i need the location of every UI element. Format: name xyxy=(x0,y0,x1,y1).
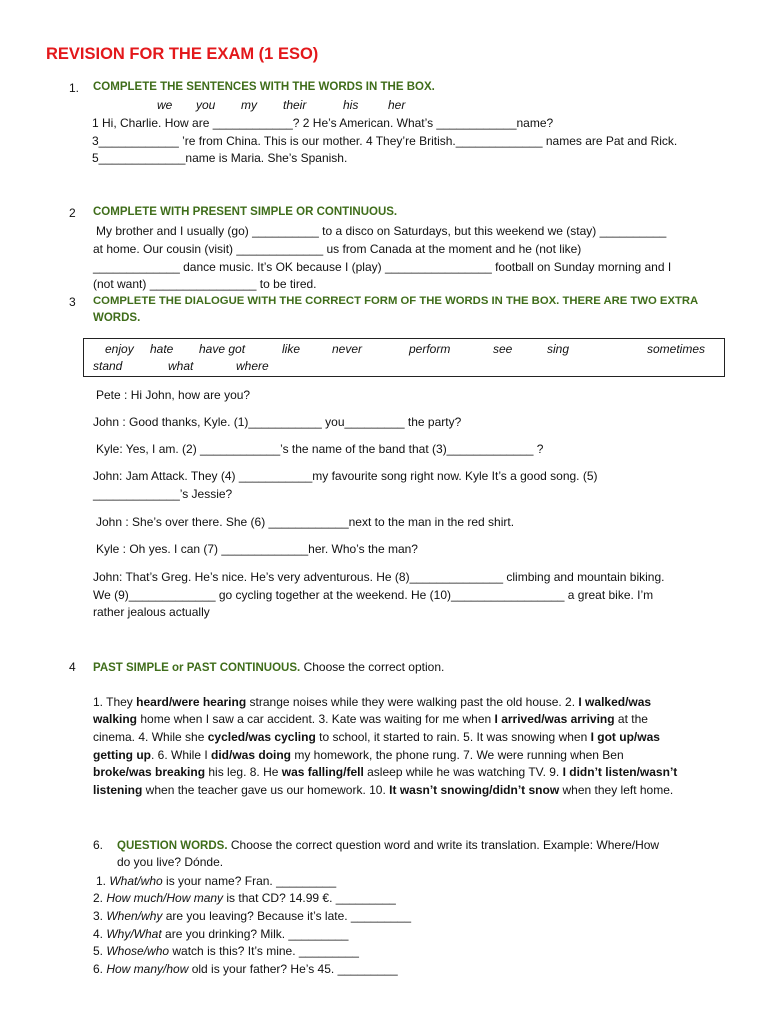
text-segment: . 6. While I xyxy=(150,748,212,762)
text-segment: are you leaving? Because it’s late. _________ xyxy=(162,909,411,923)
section-4-line-5 xyxy=(93,765,677,779)
text-segment: 1. xyxy=(96,874,110,888)
section-1-line-2: 3____________ ’re from China. This is our mother. 4 They’re British._____________ names are Pat and Rick. xyxy=(92,134,678,148)
italic-option: How many/how xyxy=(106,962,189,976)
box-word-never: never xyxy=(332,342,363,356)
text-segment: strange noises while they were walking past the old house. 2. xyxy=(246,695,579,709)
section-6-heading-row xyxy=(117,838,659,852)
section-1-number: 1. xyxy=(69,81,80,95)
box-word-like: like xyxy=(282,342,301,356)
dialogue-line-6: John : She’s over there. She (6) ____________next to the man in the red shirt. xyxy=(96,515,515,529)
section-1-word-list xyxy=(0,98,768,114)
text-segment: 2. xyxy=(93,891,107,905)
section-4-line-2 xyxy=(93,712,648,726)
question-item-1 xyxy=(96,874,336,888)
bold-option: I arrived/was arriving xyxy=(494,712,615,726)
text-segment: 6. xyxy=(93,962,107,976)
dialogue-line-1: Pete : Hi John, how are you? xyxy=(96,388,251,402)
text-segment: 3. xyxy=(93,909,107,923)
italic-option: How much/How many xyxy=(106,891,224,905)
dialogue-line-7: Kyle : Oh yes. I can (7) _____________her. Who’s the man? xyxy=(96,542,418,556)
text-segment: home when I saw a car accident. 3. Kate was waiting for me when xyxy=(137,712,495,726)
section-3-heading-cont: WORDS. xyxy=(93,312,141,324)
text-segment: when they left home. xyxy=(559,783,674,797)
section-2-line-2: at home. Our cousin (visit) _____________ us from Canada at the moment and he (not like) xyxy=(93,242,582,256)
bold-option: heard/were hearing xyxy=(136,695,247,709)
word-we: we xyxy=(157,98,173,112)
section-4-heading-row xyxy=(93,660,444,674)
section-6-number: 6. xyxy=(93,838,104,852)
box-word-stand: stand xyxy=(93,359,123,373)
box-word-sing: sing xyxy=(547,342,570,356)
bold-option: It wasn’t snowing/didn’t snow xyxy=(389,783,560,797)
page-title: REVISION FOR THE EXAM (1 ESO) xyxy=(46,45,319,63)
italic-option: Why/What xyxy=(106,927,162,941)
section-3-number: 3 xyxy=(69,295,76,309)
section-4-line-1 xyxy=(93,695,651,709)
section-4-heading: PAST SIMPLE or PAST CONTINUOUS. xyxy=(93,662,301,674)
question-item-4 xyxy=(93,927,348,941)
text-segment: his leg. 8. He xyxy=(205,765,282,779)
text-segment: at the xyxy=(614,712,648,726)
dialogue-line-2: John : Good thanks, Kyle. (1)___________ you_________ the party? xyxy=(93,415,462,429)
text-segment: 1. They xyxy=(93,695,137,709)
italic-option: When/why xyxy=(106,909,163,923)
box-word-hate: hate xyxy=(150,342,174,356)
text-segment: 4. xyxy=(93,927,107,941)
dialogue-line-9: We (9)_____________ go cycling together at the weekend. He (10)_________________ a great bike. I’m xyxy=(93,588,654,602)
section-2-line-3: _____________ dance music. It’s OK because I (play) ________________ football on Sunday morning and I xyxy=(93,260,672,274)
box-word-enjoy: enjoy xyxy=(105,342,134,356)
bold-option: was falling/fell xyxy=(281,765,364,779)
box-word-sometimes: sometimes xyxy=(647,342,706,356)
box-word-what: what xyxy=(168,359,194,373)
text-segment: watch is this? It’s mine. _________ xyxy=(169,944,359,958)
bold-option: broke/was breaking xyxy=(93,765,206,779)
question-item-2 xyxy=(93,891,396,905)
question-item-3 xyxy=(93,909,411,923)
box-word-have-got: have got xyxy=(199,342,246,356)
bold-option: walking xyxy=(93,712,138,726)
bold-option: getting up xyxy=(93,748,151,762)
section-2-line-1: My brother and I usually (go) __________ to a disco on Saturdays, but this weekend we (stay) __________ xyxy=(96,224,667,238)
section-4-number: 4 xyxy=(69,660,76,674)
dialogue-line-8: John: That’s Greg. He’s nice. He’s very adventurous. He (8)______________ climbing and mountain biking. xyxy=(93,570,665,584)
word-you: you xyxy=(196,98,216,112)
section-6-example: Where/How xyxy=(596,838,660,852)
section-2-line-4: (not want) ________________ to be tired. xyxy=(93,277,317,291)
section-3-word-box xyxy=(83,338,725,377)
section-4-line-3 xyxy=(93,730,660,744)
section-6-heading: QUESTION WORDS. xyxy=(117,840,228,852)
section-4-instruction: Choose the correct option. xyxy=(303,660,445,674)
text-segment: asleep while he was watching TV. 9. xyxy=(363,765,563,779)
text-segment: cinema. 4. While she xyxy=(93,730,208,744)
italic-option: Whose/who xyxy=(106,944,170,958)
question-item-5 xyxy=(93,944,359,958)
section-6-line-2: do you live? Dónde. xyxy=(117,855,224,869)
dialogue-line-4: John: Jam Attack. They (4) ___________my favourite song right now. Kyle It’s a good song. (5) xyxy=(93,469,598,483)
word-her: her xyxy=(388,98,406,112)
bold-option: I got up/was xyxy=(590,730,660,744)
section-1-heading: COMPLETE THE SENTENCES WITH THE WORDS IN THE BOX. xyxy=(93,81,435,93)
text-segment: to school, it started to rain. 5. It was snowing when xyxy=(315,730,591,744)
word-their: their xyxy=(283,98,307,112)
text-segment: 5. xyxy=(93,944,107,958)
text-segment: is that CD? 14.99 €. _________ xyxy=(223,891,396,905)
dialogue-line-5: _____________’s Jessie? xyxy=(93,487,233,501)
text-segment: old is your father? He’s 45. _________ xyxy=(188,962,398,976)
box-word-where: where xyxy=(236,359,269,373)
italic-option: What/who xyxy=(109,874,163,888)
bold-option: listening xyxy=(93,783,143,797)
text-segment: is your name? Fran. _________ xyxy=(162,874,337,888)
bold-option: I didn’t listen/wasn’t xyxy=(562,765,678,779)
question-item-6 xyxy=(93,962,398,976)
dialogue-line-10: rather jealous actually xyxy=(93,605,210,619)
bold-option: did/was doing xyxy=(211,748,292,762)
section-4-line-4 xyxy=(93,748,624,762)
section-1-line-1: 1 Hi, Charlie. How are ____________? 2 He’s American. What’s ____________name? xyxy=(92,116,554,130)
text-segment: are you drinking? Milk. _________ xyxy=(161,927,349,941)
section-2-heading: COMPLETE WITH PRESENT SIMPLE OR CONTINUOUS. xyxy=(93,206,398,218)
section-3-heading: COMPLETE THE DIALOGUE WITH THE CORRECT FORM OF THE WORDS IN THE BOX. THERE ARE TWO EXTRA xyxy=(93,295,699,307)
text-segment: when the teacher gave us our homework. 10. xyxy=(142,783,390,797)
section-4-line-6 xyxy=(93,783,673,797)
word-his: his xyxy=(343,98,359,112)
bold-option: I walked/was xyxy=(578,695,652,709)
section-2-number: 2 xyxy=(69,206,76,220)
section-1-line-3: 5_____________name is Maria. She’s Spanish. xyxy=(92,151,348,165)
bold-option: cycled/was cycling xyxy=(207,730,316,744)
word-my: my xyxy=(241,98,257,112)
text-segment: my homework, the phone rung. 7. We were running when Ben xyxy=(291,748,624,762)
dialogue-line-3: Kyle: Yes, I am. (2) ____________’s the name of the band that (3)_____________ ? xyxy=(96,442,544,456)
section-6-instruction: Choose the correct question word and write its translation. Example: xyxy=(230,838,594,852)
box-word-see: see xyxy=(493,342,513,356)
box-word-perform: perform xyxy=(409,342,451,356)
